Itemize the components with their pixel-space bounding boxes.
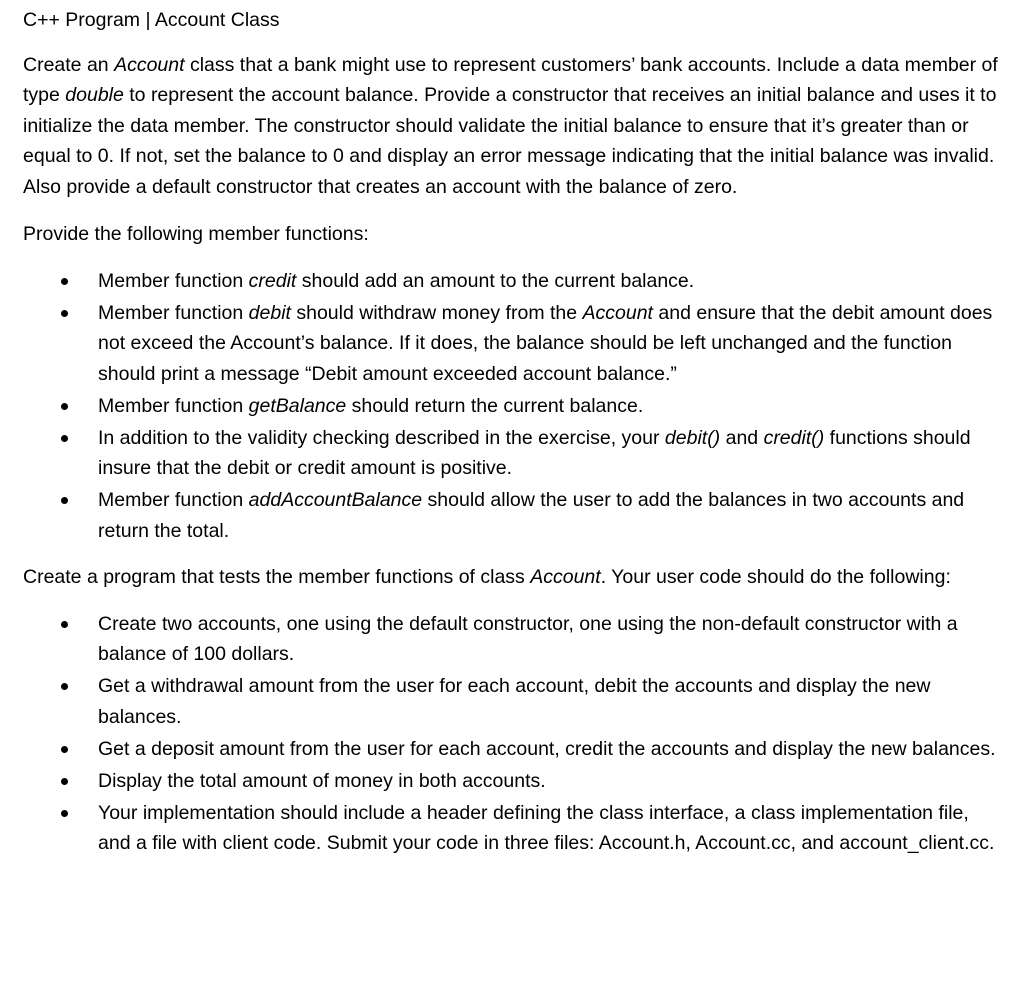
bullet-icon xyxy=(61,310,68,317)
intro-italic-double: double xyxy=(65,84,124,106)
list-item xyxy=(23,423,1002,484)
program-lead-italic-account: Account xyxy=(530,566,601,588)
list-item xyxy=(23,766,1002,797)
item-italic: credit() xyxy=(763,426,825,449)
program-lead-text-1: Create a program that tests the member functions of class xyxy=(23,566,531,588)
intro-text-2: class that a bank might use to represent customers’ bank accounts. Include a data member of type xyxy=(23,53,998,106)
item-text: Member function xyxy=(98,489,249,511)
item-text: Get a withdrawal amount from the user for each account, debit the accounts and display the new balances. xyxy=(98,675,931,728)
bullet-icon xyxy=(61,497,68,504)
item-italic: credit xyxy=(248,269,297,292)
bullet-icon xyxy=(61,278,68,285)
intro-paragraph xyxy=(23,50,1002,203)
bullet-icon xyxy=(61,746,68,753)
item-italic: debit() xyxy=(664,426,721,449)
item-text: Member function xyxy=(98,269,249,292)
item-text: Create two accounts, one using the default constructor, one using the non-default constructor with a balance of 100 dollars. xyxy=(98,612,958,665)
item-text: should allow the user to add the balances in two accounts and return the total. xyxy=(98,489,965,542)
bullet-icon xyxy=(61,403,68,410)
item-text: should add an amount to the current balance. xyxy=(296,269,695,292)
item-text: Member function xyxy=(98,301,249,324)
bullet-icon xyxy=(61,435,68,442)
item-italic: addAccountBalance xyxy=(248,489,423,511)
item-text: and ensure that the debit amount does not exceed the Account’s balance. If it does, the balance should be left unchanged and the function should print a message “Debit amount exceeded account balance.” xyxy=(98,301,993,385)
list-item xyxy=(23,609,1002,670)
item-italic: debit xyxy=(248,301,291,324)
member-functions-lead: Provide the following member functions: xyxy=(23,223,369,245)
list-item xyxy=(23,266,1002,297)
document-title: C++ Program | Account Class xyxy=(23,9,280,31)
list-item xyxy=(23,391,1002,422)
intro-text-3: to represent the account balance. Provide a constructor that receives an initial balance and uses it to initialize the data member. The constructor should validate the initial balance to ensure that it’s greater than or equal to 0. If not, set the balance to 0 and display an error message indicating that the initial balance was invalid. Also provide a default constructor that creates an account with the balance of zero. xyxy=(23,84,997,198)
intro-italic-account: Account xyxy=(114,53,185,76)
program-steps-list xyxy=(23,609,1002,859)
list-item xyxy=(23,485,1002,546)
item-text: functions should insure that the debit or credit amount is positive. xyxy=(98,426,971,479)
item-text: and xyxy=(720,426,764,449)
list-item xyxy=(23,671,1002,732)
item-text: Get a deposit amount from the user for each account, credit the accounts and display the new balances. xyxy=(98,737,996,760)
list-item xyxy=(23,734,1002,765)
list-item xyxy=(23,798,1002,859)
item-text: Your implementation should include a header defining the class interface, a class implementation file, and a file with client code. Submit your code in three files: Account.h, Account.cc, and account_client.cc. xyxy=(98,801,995,854)
bullet-icon xyxy=(61,778,68,785)
bullet-icon xyxy=(61,683,68,690)
member-functions-list xyxy=(23,266,1002,547)
program-lead-text-2: . Your user code should do the following: xyxy=(600,566,951,588)
item-italic: getBalance xyxy=(248,394,347,417)
intro-text-1: Create an xyxy=(23,53,115,76)
item-text: Member function xyxy=(98,394,249,417)
item-text: Display the total amount of money in both accounts. xyxy=(98,769,546,792)
bullet-icon xyxy=(61,810,68,817)
list-item xyxy=(23,298,1002,390)
bullet-icon xyxy=(61,621,68,628)
item-text: should return the current balance. xyxy=(346,394,644,417)
item-italic: Account xyxy=(582,301,653,324)
program-lead xyxy=(23,562,1002,593)
item-text: In addition to the validity checking described in the exercise, your xyxy=(98,426,665,449)
item-text: should withdraw money from the xyxy=(290,301,583,324)
